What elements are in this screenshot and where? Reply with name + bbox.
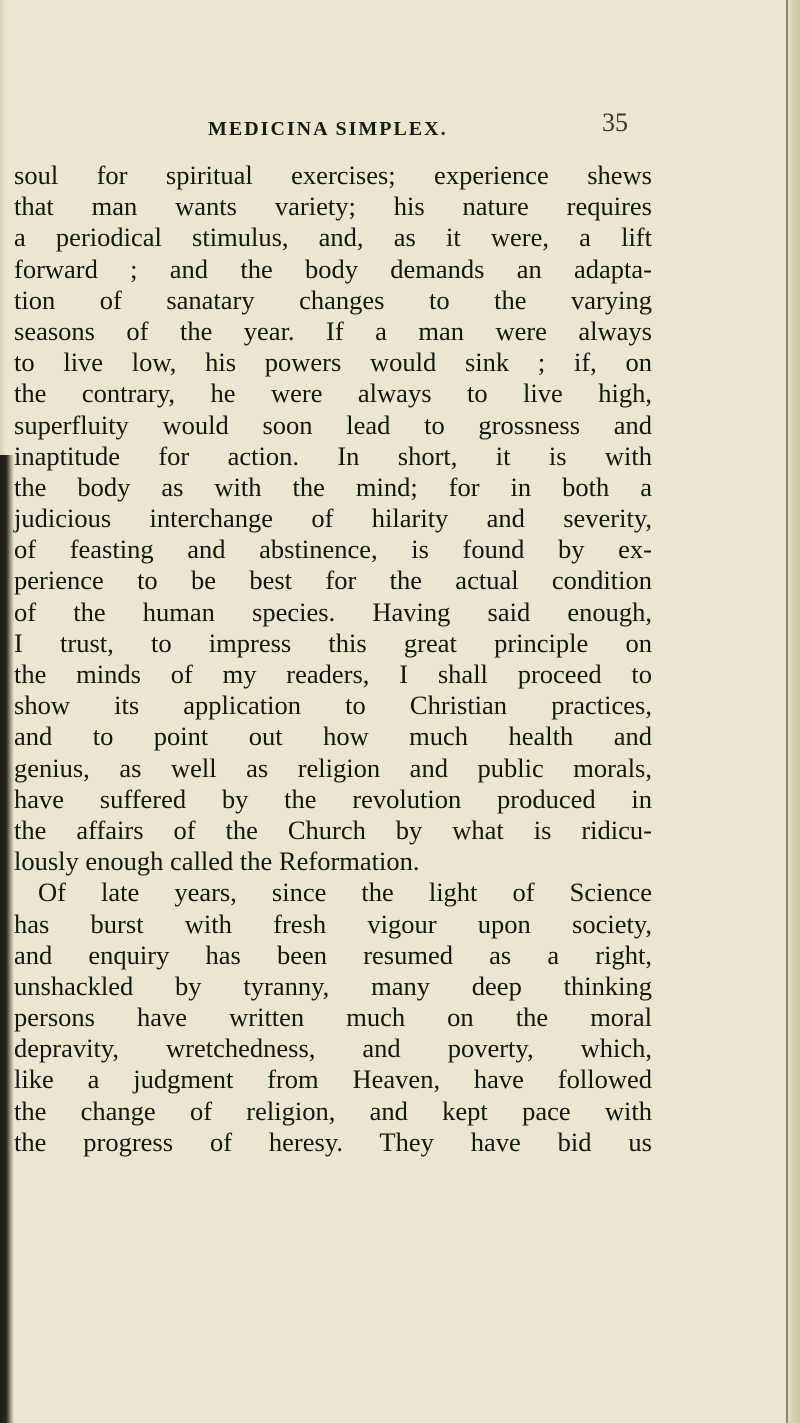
- text-line: seasons of the year. If a man were always: [14, 315, 652, 346]
- text-line: show its application to Christian practices,: [14, 690, 652, 721]
- text-line: of the human species. Having said enough,: [14, 596, 652, 627]
- text-line: the change of religion, and kept pace with: [14, 1095, 652, 1126]
- text-line: the affairs of the Church by what is ridicu-: [14, 814, 652, 845]
- text-line: to live low, his powers would sink ; if, on: [14, 347, 652, 378]
- text-line: the progress of heresy. They have bid us: [14, 1126, 652, 1157]
- text-line: Of late years, since the light of Science: [38, 877, 652, 908]
- text-line: superfluity would soon lead to grossness and: [14, 409, 652, 440]
- page-edge: [786, 0, 800, 1423]
- text-line: and to point out how much health and: [14, 721, 652, 752]
- text-line: tion of sanatary changes to the varying: [14, 284, 652, 315]
- page-header: [0, 108, 800, 148]
- text-line: genius, as well as religion and public morals,: [14, 752, 652, 783]
- text-line: of feasting and abstinence, is found by ex-: [14, 534, 652, 565]
- page-edge-line: [786, 0, 788, 1423]
- text-line: the body as with the mind; for in both a: [14, 471, 652, 502]
- text-line: the contrary, he were always to live high,: [14, 378, 652, 409]
- page-number: 35: [602, 108, 628, 137]
- text-line: I trust, to impress this great principle on: [14, 627, 652, 658]
- text-line: that man wants variety; his nature requires: [14, 191, 652, 222]
- text-line: have suffered by the revolution produced in: [14, 783, 652, 814]
- text-line: perience to be best for the actual condition: [14, 565, 652, 596]
- text-line: forward ; and the body demands an adapta-: [14, 253, 652, 284]
- text-line: depravity, wretchedness, and poverty, which,: [14, 1033, 652, 1064]
- text-line: like a judgment from Heaven, have followed: [14, 1064, 652, 1095]
- text-line: and enquiry has been resumed as a right,: [14, 939, 652, 970]
- text-line: unshackled by tyranny, many deep thinking: [14, 970, 652, 1001]
- body-text: [14, 160, 652, 1158]
- text-line: soul for spiritual exercises; experience shews: [14, 160, 652, 190]
- text-line: a periodical stimulus, and, as it were, a lift: [14, 222, 652, 253]
- running-title: MEDICINA SIMPLEX.: [208, 118, 448, 140]
- text-line: has burst with fresh vigour upon society,: [14, 908, 652, 939]
- text-line: persons have written much on the moral: [14, 1002, 652, 1033]
- text-line: the minds of my readers, I shall proceed to: [14, 659, 652, 689]
- binding-shadow: [0, 455, 14, 1423]
- text-line: judicious interchange of hilarity and severity,: [14, 503, 652, 534]
- text-line: lously enough called the Reformation.: [14, 846, 420, 877]
- text-line: inaptitude for action. In short, it is with: [14, 440, 652, 471]
